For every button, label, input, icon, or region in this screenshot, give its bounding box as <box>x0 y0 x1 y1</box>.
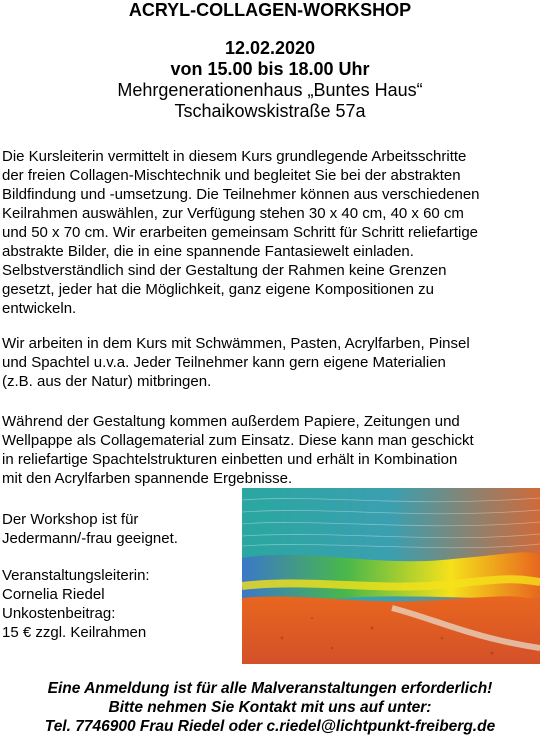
text-line: 15 € zzgl. Keilrahmen <box>2 624 147 641</box>
event-details <box>0 38 540 122</box>
contact-line: Tel. 7746900 Frau Riedel oder c.riedel@lichtpunkt-freiberg.de <box>44 718 496 735</box>
event-date: 12.02.2020 <box>224 38 316 58</box>
footer-line: Bitte nehmen Sie Kontakt mit uns auf unter: <box>108 699 432 716</box>
text-line: Cornelia Riedel <box>2 586 105 603</box>
page-title: ACRYL-COLLAGEN-WORKSHOP <box>128 0 412 20</box>
artwork-image <box>242 488 540 664</box>
text-line: Unkostenbeitrag: <box>2 605 116 622</box>
text-line: Veranstaltungsleiterin: <box>2 567 150 584</box>
event-time: von 15.00 bis 18.00 Uhr <box>170 59 370 79</box>
event-address: Tschaikowskistraße 57a <box>174 101 366 121</box>
text-line: Wir arbeiten in dem Kurs mit Schwämmen, Pasten, Acrylfarben, Pinsel <box>2 335 470 352</box>
text-line: und 50 x 70 cm. Wir erarbeiten gemeinsam Schritt für Schritt reliefartige <box>2 224 479 241</box>
text-line: Während der Gestaltung kommen außerdem Papiere, Zeitungen und <box>2 413 460 430</box>
text-line: Die Kursleiterin vermittelt in diesem Kurs grundlegende Arbeitsschritte <box>2 148 467 165</box>
event-venue: Mehrgenerationenhaus „Buntes Haus“ <box>117 80 423 100</box>
text-line: in reliefartige Spachtelstrukturen einbetten und erhält in Kombination <box>2 451 458 468</box>
text-line: mit den Acrylfarben spannende Ergebnisse. <box>2 470 293 487</box>
text-line: Wellpappe als Collagematerial zum Einsatz. Diese kann man geschickt <box>2 432 474 449</box>
text-line: Bildfindung und -umsetzung. Die Teilnehmer können aus verschiedenen <box>2 186 480 203</box>
text-line: Selbstverständlich sind der Gestaltung der Rahmen keine Grenzen <box>2 262 447 279</box>
text-line: gesetzt, jeder hat die Möglichkeit, ganz eigene Kompositionen zu <box>2 281 434 298</box>
text-line: der freien Collagen-Mischtechnik und begleitet Sie bei der abstrakten <box>2 167 461 184</box>
collage-paragraph <box>2 412 534 488</box>
text-line: Jedermann/-frau geeignet. <box>2 530 178 547</box>
audience-paragraph <box>2 510 232 548</box>
text-line: Keilrahmen auswählen, zur Verfügung stehen 30 x 40 cm, 40 x 60 cm <box>2 205 464 222</box>
text-line: und Spachtel u.v.a. Jeder Teilnehmer kann gern eigene Materialien <box>2 354 446 371</box>
text-line: abstrakte Bilder, die in eine spannende Fantasiewelt einladen. <box>2 243 414 260</box>
text-line: (z.B. aus der Natur) mitbringen. <box>2 373 212 390</box>
description-paragraph <box>2 147 534 318</box>
text-line: entwickeln. <box>2 300 77 317</box>
organizer-paragraph <box>2 566 232 642</box>
footer-line: Eine Anmeldung ist für alle Malveranstaltungen erforderlich! <box>47 680 493 697</box>
materials-paragraph <box>2 334 534 391</box>
text-line: Der Workshop ist für <box>2 511 139 528</box>
registration-note <box>0 679 540 736</box>
